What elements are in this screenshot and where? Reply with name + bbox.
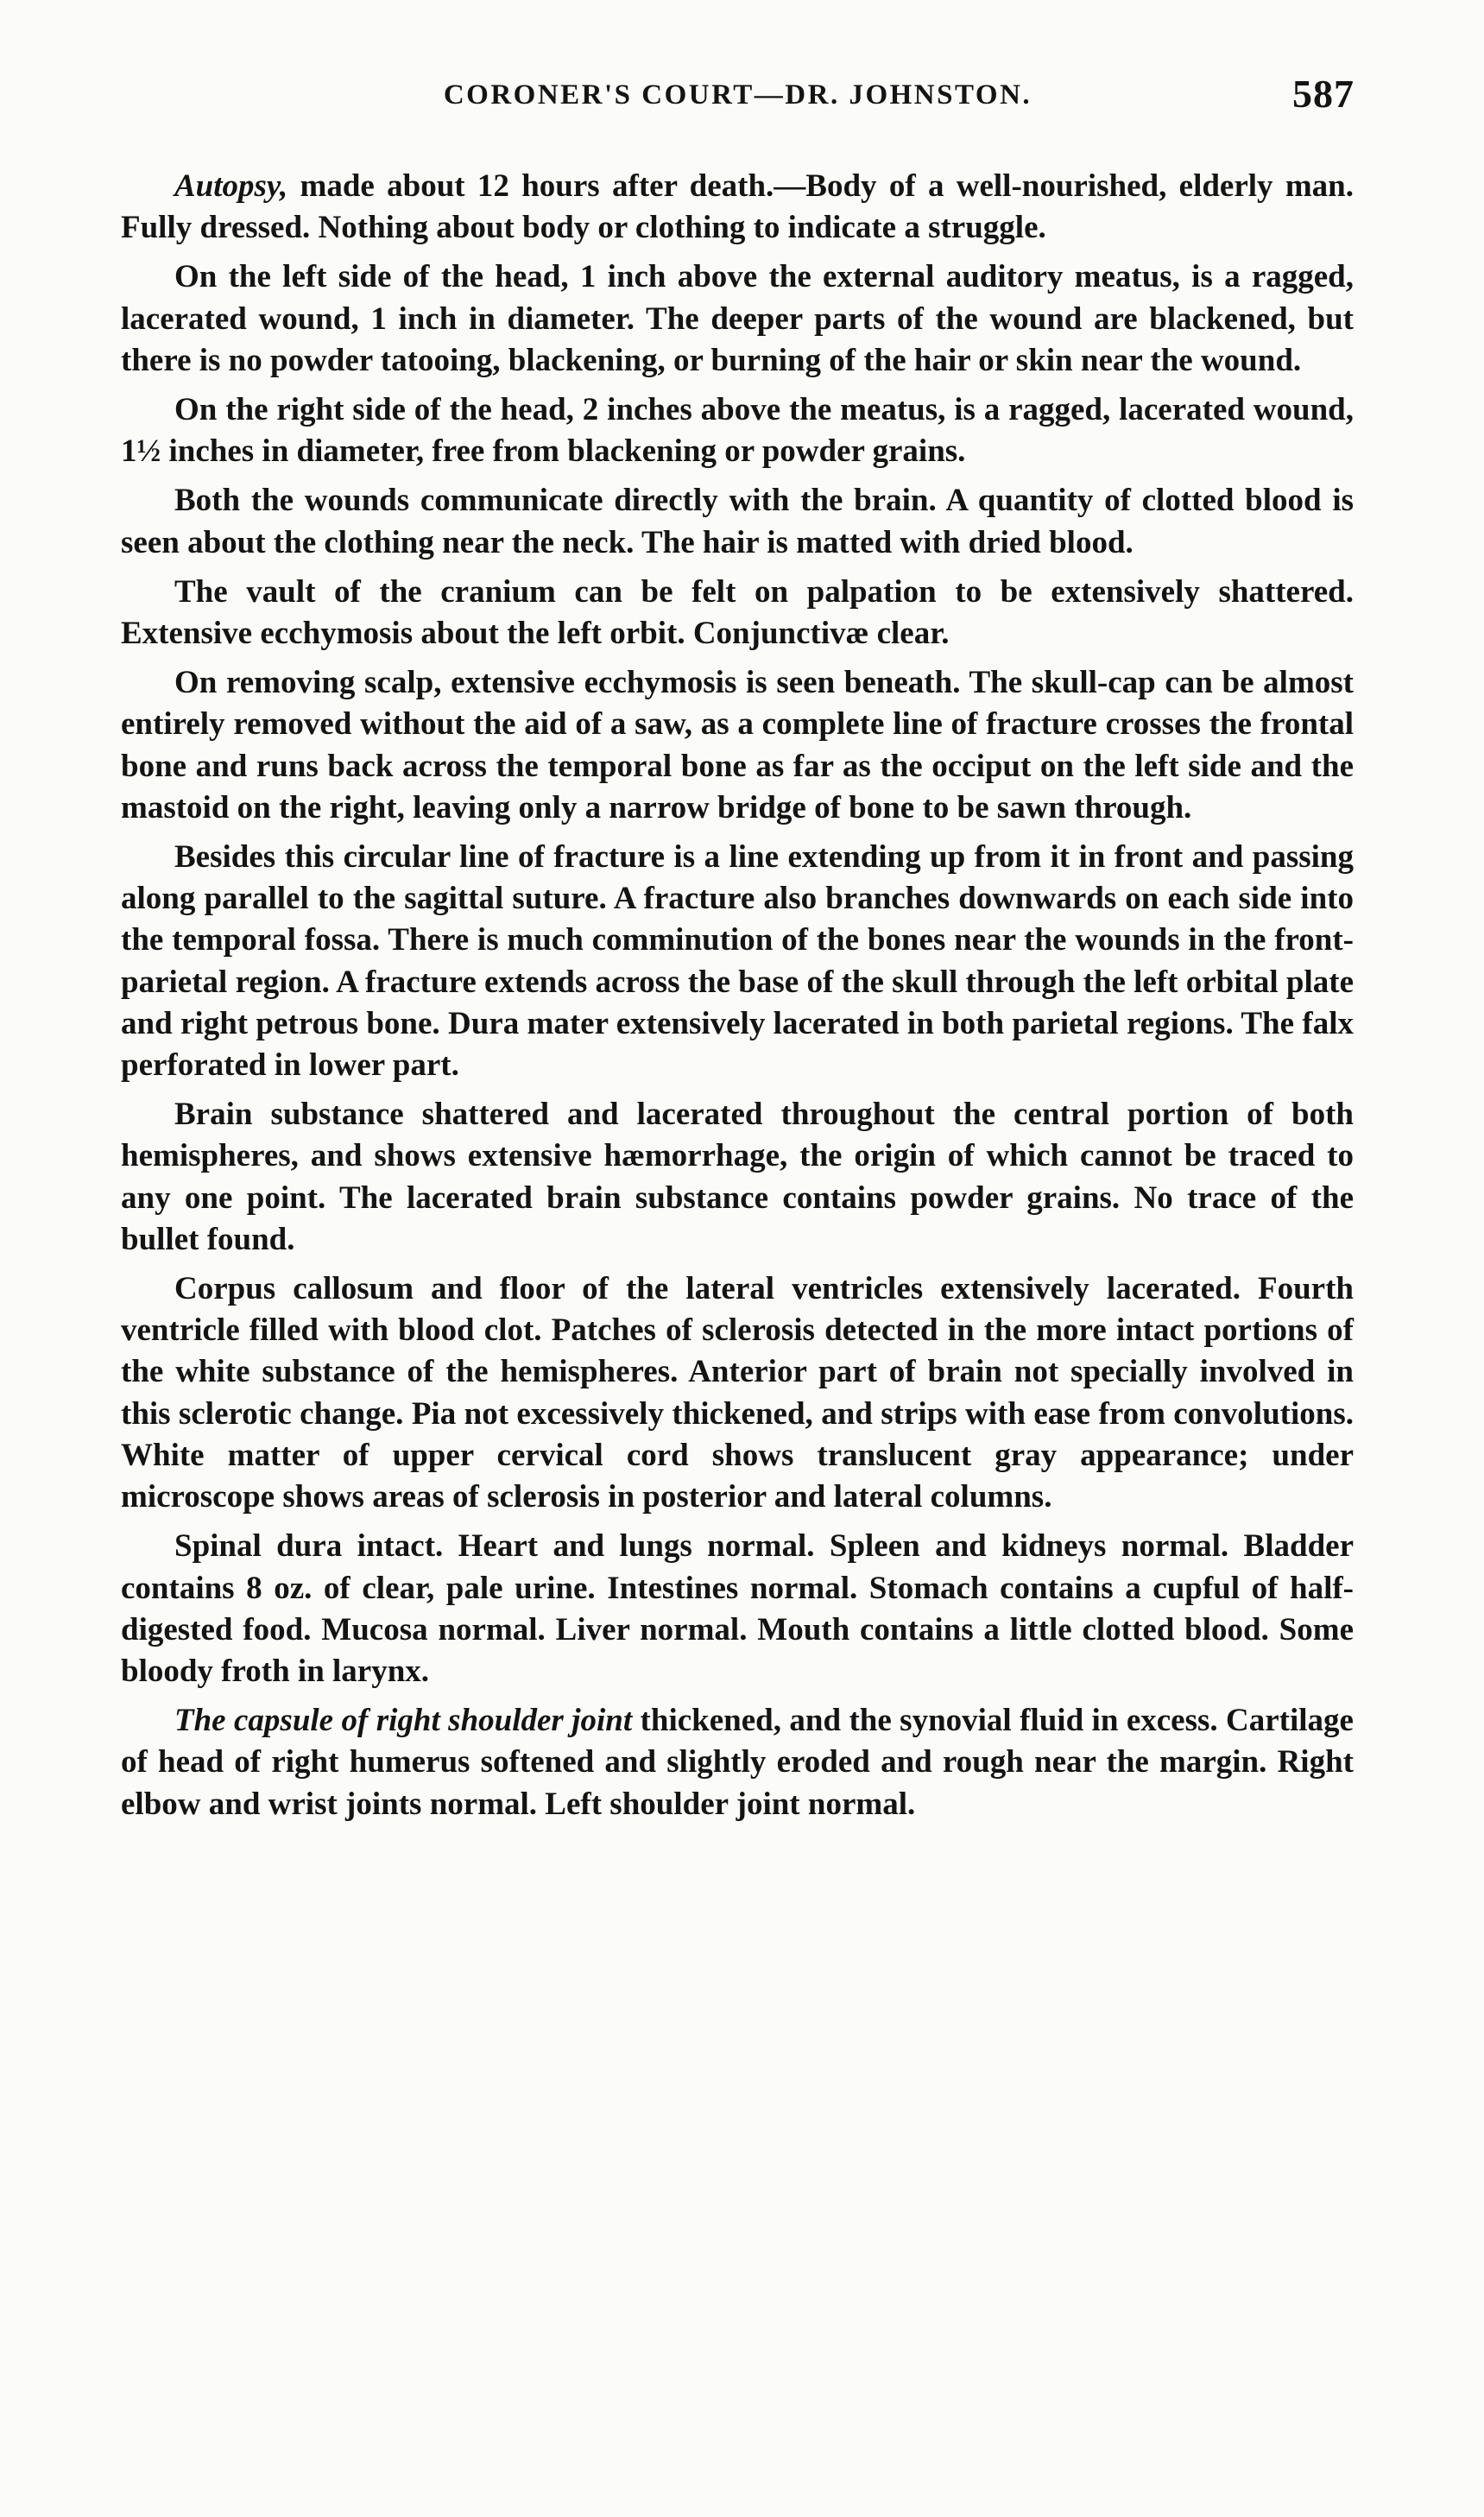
paragraph-text: On removing scalp, extensive ecchymosis is seen beneath. The skull-cap can be almost entirely removed without the aid of a saw, as a complete line of fracture crosses the frontal bone and runs back across the temporal bone as far as the occiput on the left side and the mastoid on the right, leaving only a narrow bridge of bone to be sawn through.	[121, 665, 1354, 825]
paragraph-text: The vault of the cranium can be felt on palpation to be extensively shattered. Extensive ecchymosis about the left orbit. Conjunctivæ clear.	[121, 573, 1354, 652]
paragraph-text: Both the wounds communicate directly with the brain. A quantity of clotted blood is seen about the clothing near the neck. The hair is matted with dried blood.	[121, 483, 1354, 560]
paragraph-text: Spinal dura intact. Heart and lungs normal. Spleen and kidneys normal. Bladder contains 8 oz. of clear, pale urine. Intestines normal. Stomach contains a cupful of half-digested food. Mucosa normal. Liver normal. Mouth contains a little clotted blood. Some bloody froth in larynx.	[121, 1528, 1354, 1689]
body-text	[121, 166, 1354, 1833]
paragraph-left-wound	[121, 256, 1354, 382]
paragraph-brain-substance	[121, 1094, 1354, 1261]
paragraph-text: Brain substance shattered and lacerated throughout the central portion of both hemispheres, and shows extensive hæmorrhage, the origin of which cannot be traced to any one point. The lacerated brain substance contains powder grains. No trace of the bullet found.	[121, 1097, 1354, 1257]
paragraph-text: Besides this circular line of fracture is a line extending up from it in front and passing along parallel to the sagittal suture. A fracture also branches downwards on each side into the temporal fossa. There is much comminution of the bones near the wounds in the front-parietal region. A fracture extends across the base of the skull through the left orbital plate and right petrous bone. Dura mater extensively lacerated in both parietal regions. The falx perforated in lower part.	[121, 839, 1354, 1084]
running-title: CORONER'S COURT—DR. JOHNSTON.	[443, 79, 1032, 111]
paragraph-scalp	[121, 662, 1354, 829]
paragraph-organs	[121, 1526, 1354, 1692]
paragraph-text: Corpus callosum and floor of the lateral ventricles extensively lacerated. Fourth ventricle filled with blood clot. Patches of sclerosis detected in the more intact portions of the white substance of the hemispheres. Anterior part of brain not specially involved in this sclerotic change. Pia not excessively thickened, and strips with ease from convolutions. White matter of upper cervical cord shows translucent gray appearance; under microscope shows areas of sclerosis in posterior and lateral columns.	[121, 1271, 1354, 1515]
paragraph-autopsy	[121, 166, 1354, 249]
paragraph-text: made about 12 hours after death.—Body of a well-nourished, elderly man. Fully dressed. Nothing about body or clothing to indicate a struggle.	[121, 168, 1354, 246]
paragraph-corpus-callosum	[121, 1268, 1354, 1518]
paragraph-text: On the right side of the head, 2 inches above the meatus, is a ragged, lacerated wound, 1½ inches in diameter, free from blackening or powder grains.	[121, 392, 1354, 470]
page-number: 587	[1292, 72, 1355, 116]
paragraph-lead: The capsule of right shoulder joint	[174, 1703, 633, 1739]
paragraph-cranium-vault	[121, 572, 1354, 655]
paragraph-text: thickened, and the synovial fluid in excess. Cartilage of head of right humerus softened and slightly eroded and rough near the margin. Right elbow and wrist joints normal. Left shoulder joint normal.	[121, 1703, 1354, 1822]
paragraph-text: On the left side of the head, 1 inch above the external auditory meatus, is a ragged, lacerated wound, 1 inch in diameter. The deeper parts of the wound are blackened, but there is no powder tatooing, blackening, or burning of the hair or skin near the wound.	[121, 259, 1354, 378]
paragraph-fractures	[121, 837, 1354, 1086]
paragraph-wounds-brain	[121, 480, 1354, 563]
paragraph-right-wound	[121, 389, 1354, 472]
paragraph-shoulder-joint	[121, 1700, 1354, 1825]
paragraph-lead: Autopsy,	[174, 168, 288, 204]
running-header	[121, 71, 1355, 123]
